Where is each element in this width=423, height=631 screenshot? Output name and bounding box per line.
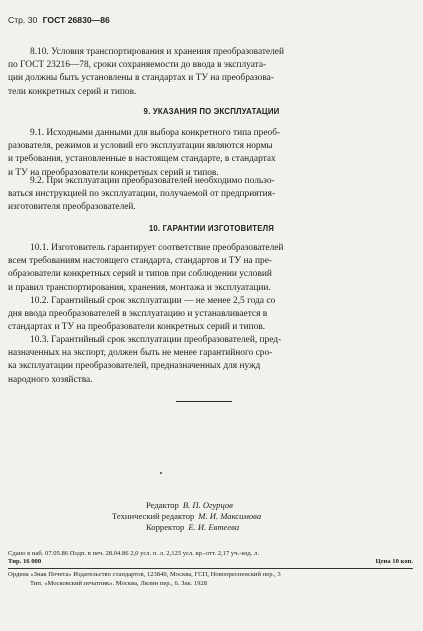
- tech-editor-role: Технический редактор: [112, 511, 195, 522]
- proofreader-name: Е. И. Евтеева: [188, 522, 240, 533]
- section-10-title: 10. ГАРАНТИИ ИЗГОТОВИТЕЛЯ: [148, 224, 275, 233]
- imprint-line-1: Сдано в наб. 07.05.86 Подп. в печ. 28.04.86 2,0 усл. п. л. 2,125 усл. кр.-отт. 2,17 уч.-изд. л.: [8, 550, 259, 557]
- price: Цена 10 коп.: [375, 558, 413, 566]
- text-line: 8.10. Условия транспортирования и хранения преобразователей: [30, 47, 284, 57]
- text-line: ции должны быть установлены в стандартах и ТУ на преобразова-: [8, 73, 274, 84]
- text-line: и правил транспортирования, хранения, монтажа и эксплуатации.: [8, 282, 271, 293]
- paragraph-10-1: [8, 242, 405, 295]
- imprint-divider: [8, 568, 413, 569]
- paragraph-9-1: [8, 127, 405, 180]
- text-line: разователя, режимов и условий его эксплуатации являются нормы: [8, 141, 273, 152]
- text-line: 10.3. Гарантийный срок эксплуатации преобразователей, пред-: [30, 335, 282, 345]
- paragraph-9-2: [8, 175, 405, 215]
- text-line: изготовителя преобразователей.: [8, 202, 136, 213]
- text-line: и требования, установленные в настоящем стандарте, в стандартах: [8, 154, 276, 165]
- tech-editor-name: М. И. Максимова: [198, 511, 262, 522]
- text-line: ка эксплуатации преобразователей, предназначенных для нужд: [8, 361, 261, 372]
- text-line: по ГОСТ 23216—78, сроки сохраняемости до ввода в эксплуата-: [8, 60, 267, 71]
- editor-name: В. П. Огурцов: [182, 500, 233, 510]
- text-line: стандартах и ТУ на преобразователи конкретных серий и типов.: [8, 322, 266, 333]
- section-9-title: 9. УКАЗАНИЯ ПО ЭКСПЛУАТАЦИИ: [143, 107, 280, 116]
- print-speck: [160, 472, 162, 474]
- paragraph-8-10: [8, 46, 405, 99]
- text-line: и ТУ на преобразователи конкретных серий и типов.: [8, 167, 219, 178]
- text-line: ваться инструкцией по эксплуатации, получаемой от предприятия-: [8, 189, 276, 200]
- text-line: дня ввода преобразователей в эксплуатацию и устанавливается в: [8, 309, 268, 320]
- editor-role: Редактор: [146, 500, 179, 510]
- publisher-line: Ордена «Знак Почета» Издательство стандартов, 123840, Москва, ГСП, Новопресненский пер., 3: [8, 571, 281, 578]
- standard-number: ГОСТ 26830—86: [42, 15, 110, 25]
- end-rule: [176, 401, 232, 402]
- text-line: 10.2. Гарантийный срок эксплуатации — не менее 2,5 года со: [30, 296, 276, 306]
- text-line: всем требованиям настоящего стандарта, стандартов и ТУ на пре-: [8, 256, 273, 267]
- proofreader-role: Корректор: [146, 522, 185, 533]
- imprint-block: [8, 550, 413, 567]
- text-line: народного хозяйства.: [8, 374, 93, 385]
- printer-block: [8, 571, 413, 588]
- paragraph-10-3: [8, 334, 405, 387]
- page-label: Стр. 30: [8, 15, 38, 25]
- credits-block: [112, 500, 261, 534]
- text-line: тели конкретных серий и типов.: [8, 86, 137, 97]
- text-line: 9.1. Исходными данными для выбора конкретного типа преоб-: [30, 128, 281, 138]
- printer-line: Тип. «Московский печатник». Москва, Лялин пер., 6. Зак. 1928: [30, 579, 208, 587]
- print-run: Тир. 16 000: [8, 558, 42, 566]
- text-line: 10.1. Изготовитель гарантирует соответствие преобразователей: [30, 243, 284, 253]
- text-line: назначенных на экспорт, должен быть не менее гарантийного сро-: [8, 348, 273, 359]
- text-line: 9.2. При эксплуатации преобразователей необходимо пользо-: [30, 176, 275, 186]
- page-header: [8, 15, 110, 25]
- paragraph-10-2: [8, 295, 405, 335]
- text-line: образователи конкретных серий и типов при соблюдении условий: [8, 269, 272, 280]
